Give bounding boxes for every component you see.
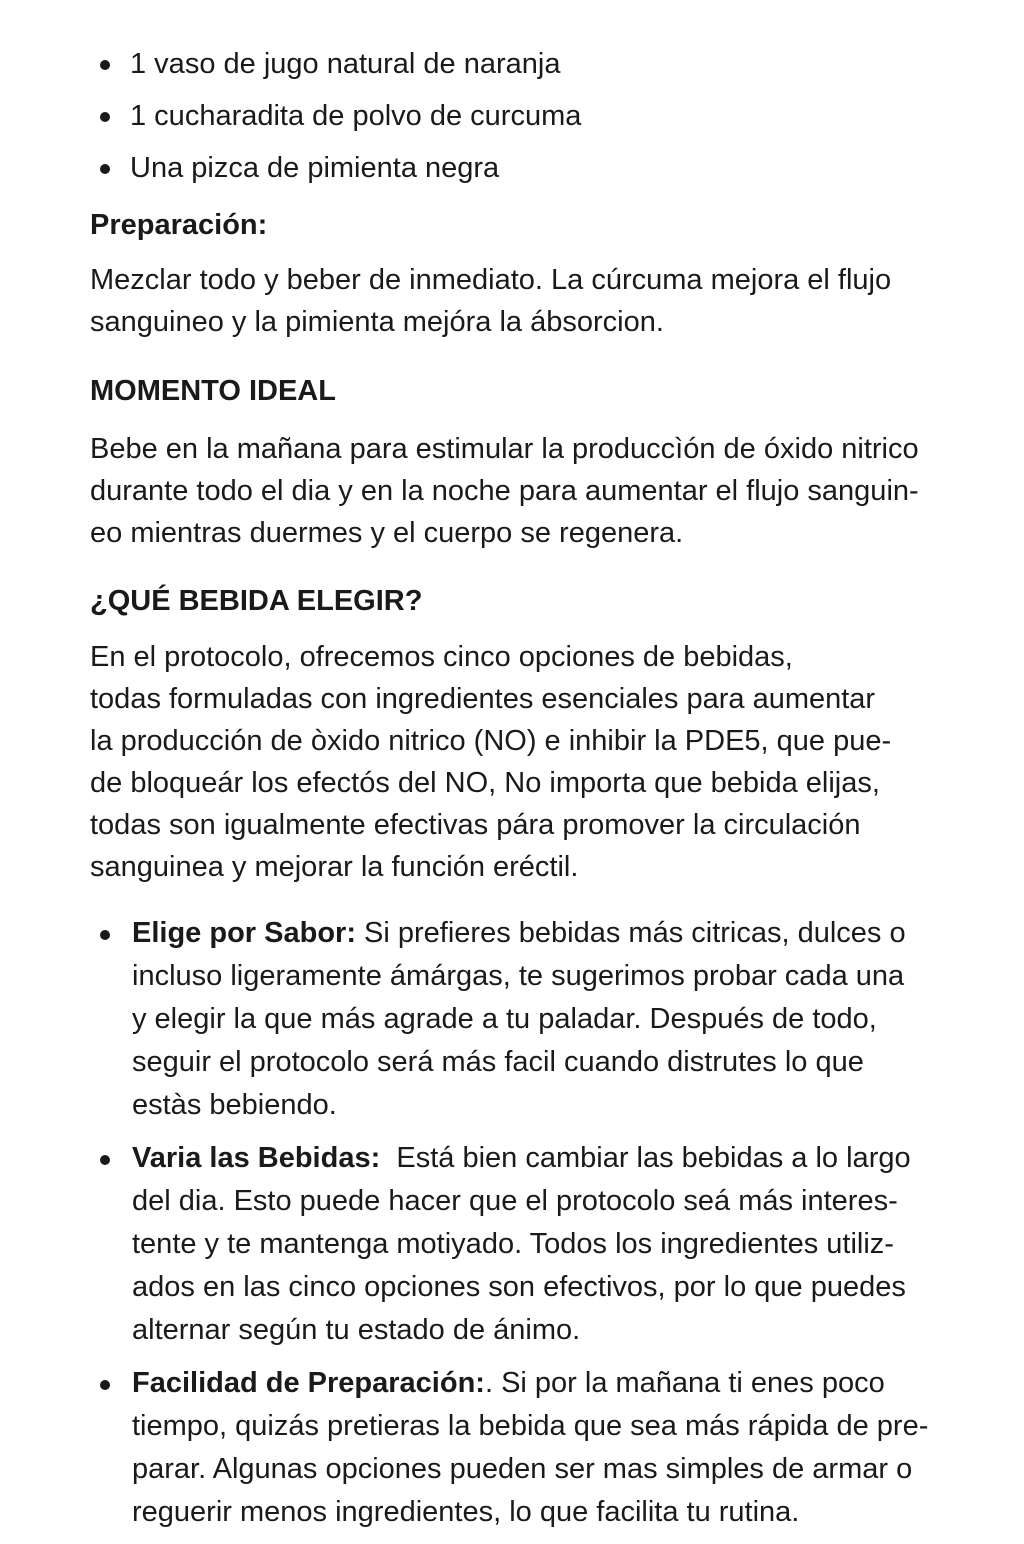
- text-line: ados en las cinco opciones son efectivos, por lo que puedes: [132, 1271, 906, 1303]
- text-line: [132, 912, 980, 955]
- text-line: de bloqueár los efectós del NO, No importa que bebida elijas,: [90, 767, 880, 799]
- tip-label: Varia las Bebidas:: [132, 1142, 381, 1174]
- text-line: alternar según tu estado de ánimo.: [132, 1314, 581, 1346]
- text-line: parar. Algunas opciones pueden ser mas simples de armar o: [132, 1453, 913, 1485]
- text-line: tente y te mantenga motiyado. Todos los ingredientes utiliz-: [132, 1228, 894, 1260]
- preparacion-text: [90, 259, 970, 343]
- tip-item-varia: [100, 1137, 980, 1352]
- momento-ideal-text: [90, 428, 970, 554]
- text-line: reguerir menos ingredientes, lo que facilita tu rutina.: [132, 1496, 800, 1528]
- text-line: En el protocolo, ofrecemos cinco opciones de bebidas,: [90, 641, 793, 673]
- text-line: del dia. Esto puede hacer que el protocolo seá más interes-: [132, 1185, 898, 1217]
- tips-list: [100, 912, 980, 1544]
- tip-item-sabor: [100, 912, 980, 1127]
- text-line: estàs bebiendo.: [132, 1089, 337, 1121]
- tip-label: Facilidad de Preparación:: [132, 1367, 485, 1399]
- text-line: eo mientras duermes y el cuerpo se regenera.: [90, 517, 684, 549]
- ingredients-list: [100, 38, 581, 194]
- text-line: seguir el protocolo será más facil cuando distrutes lo que: [132, 1046, 864, 1078]
- text-line: sanguinea y mejorar la función eréctil.: [90, 851, 579, 883]
- text-line: [132, 1362, 980, 1405]
- momento-ideal-heading: MOMENTO IDEAL: [90, 375, 336, 407]
- text-line: la producción de òxido nitrico (NO) e inhibir la PDE5, que pue-: [90, 725, 892, 757]
- text-line: incluso ligeramente ámárgas, te sugerimos probar cada una: [132, 960, 905, 992]
- text-line: tiempo, quizás pretieras la bebida que sea más rápida de pre-: [132, 1410, 929, 1442]
- text-line: todas son igualmente efectivas pára promover la circulación: [90, 809, 861, 841]
- tip-text: Está bien cambiar las bebidas a lo largo: [380, 1142, 911, 1174]
- tip-text: Si prefieres bebidas más citricas, dulces o: [355, 917, 906, 949]
- text-line: [132, 1137, 980, 1180]
- tip-item-facilidad: [100, 1362, 980, 1534]
- text-line: durante todo el dia y en la noche para aumentar el flujo sanguin-: [90, 475, 919, 507]
- list-item: 1 vaso de jugo natural de naranja: [100, 38, 581, 90]
- preparacion-heading: Preparación:: [90, 209, 268, 241]
- text-line: Mezclar todo y beber de inmediato. La cúrcuma mejora el flujo: [90, 264, 892, 296]
- que-bebida-text: [90, 636, 970, 888]
- tip-label: Elige por Sabor:: [132, 917, 356, 949]
- que-bebida-heading: ¿QUÉ BEBIDA ELEGIR?: [90, 585, 423, 617]
- text-line: Bebe en la mañana para estimular la produccìón de óxido nitrico: [90, 433, 919, 465]
- list-item: Una pizca de pimienta negra: [100, 142, 581, 194]
- list-item: 1 cucharadita de polvo de curcuma: [100, 90, 581, 142]
- tip-text: . Si por la mañana ti enes poco: [484, 1367, 885, 1399]
- text-line: todas formuladas con ingredientes esenciales para aumentar: [90, 683, 876, 715]
- text-line: sanguineo y la pimienta mejóra la ábsorcion.: [90, 306, 664, 338]
- text-line: y elegir la que más agrade a tu paladar. Después de todo,: [132, 1003, 877, 1035]
